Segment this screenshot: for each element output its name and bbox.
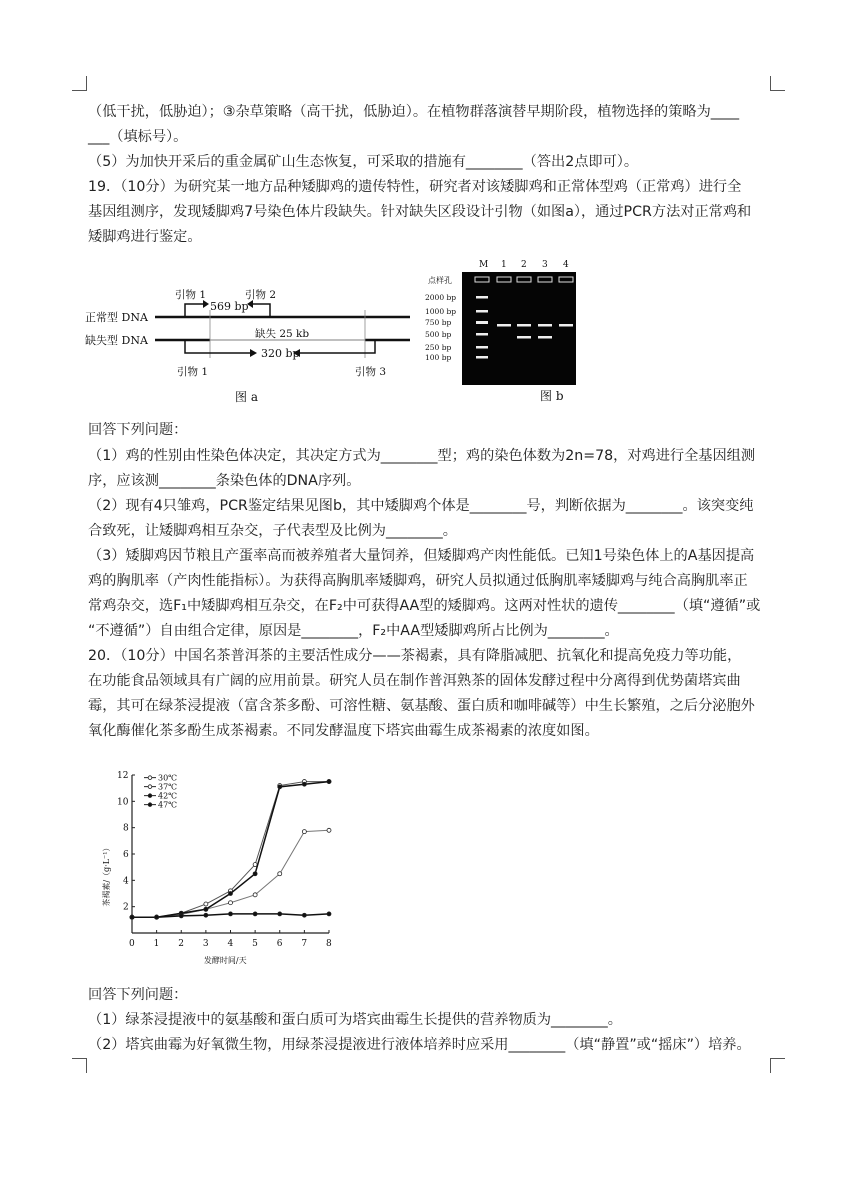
x-axis-label: 发酵时间/天 [203,956,247,965]
text-line: 在功能食品领域具有广阔的应用前景。研究人员在制作普洱熟茶的固体发酵过程中分离得到优势菌塔宾曲 [88,673,741,689]
x-tick-label: 5 [252,939,258,949]
size-320-label: 320 bp [261,347,300,360]
data-point [179,914,183,918]
deleted-dna-label: 缺失型 DNA [85,334,148,347]
legend-marker [148,776,152,780]
data-point [155,915,159,919]
y-tick-label: 12 [117,771,129,781]
data-point [204,907,208,911]
lane-label: M [479,260,489,270]
primer3-label: 引物 3 [355,366,387,378]
data-point [278,872,282,876]
size-569-label: 569 bp [210,300,249,313]
text-line: 回答下列问题： [88,422,188,438]
text-line: 鸡的胸肌率（产肉性能指标）。为获得高胸肌率矮脚鸡，研究人员拟通过低胸肌率矮脚鸡与纯合高胸肌率正 [88,573,748,589]
normal-dna-label: 正常型 DNA [85,311,148,324]
data-point [229,901,233,905]
x-tick-label: 3 [202,939,209,949]
text-line: 20．（10分）中国名茶普洱茶的主要活性成分——茶褐素，具有降脂减肥、抗氧化和提高免疫力等功能， [88,648,742,664]
data-point [253,863,257,867]
well-label: 点样孔 [428,276,452,285]
text-line: （低干扰，低胁迫）；③杂草策略（高干扰，低胁迫）。在植物群落演替早期阶段，植物选择的策略为____ [88,104,740,120]
legend-marker [148,803,152,807]
data-point [302,782,306,786]
x-tick-label: 1 [153,939,160,949]
text-line: （2）现有4只雏鸡，PCR鉴定结果见图b，其中矮脚鸡个体是________号，判断依据为________。该突变纯 [88,498,754,514]
text-line: “不遵循”）自由组合定律，原因是________，F₂中AA型矮脚鸡所占比例为________。 [88,623,619,639]
primer2-label: 引物 2 [245,289,277,301]
data-point [278,785,282,789]
legend-label: 37℃ [158,782,178,792]
x-tick-label: 6 [276,939,283,949]
y-tick-label: 6 [123,850,129,860]
text-line: 矮脚鸡进行鉴定。 [88,229,202,245]
lane-label: 2 [521,260,527,270]
marker-size-label: 250 bp [425,343,452,352]
text-line: 氧化酶催化茶多酚生成茶褐素。不同发酵温度下塔宾曲霉生成茶褐素的浓度如图。 [88,723,599,739]
x-tick-label: 4 [227,939,234,949]
data-point [253,893,257,897]
marker-size-label: 750 bp [425,318,452,327]
text-line: （5）为加快开采后的重金属矿山生态恢复，可采取的措施有________（答出2点即可）。 [88,154,639,170]
data-point [278,912,282,916]
legend-label: 47℃ [158,800,178,810]
text-line: ___（填标号）。 [88,129,188,145]
deletion-label: 缺失 25 kb [255,328,310,340]
data-point [130,915,134,919]
text-line: （2）塔宾曲霉为好氧微生物，用绿茶浸提液进行液体培养时应采用________（填“静置”或“摇床”）培养。 [88,1037,751,1053]
text-line: （1）绿茶浸提液中的氨基酸和蛋白质可为塔宾曲霉生长提供的营养物质为________。 [88,1012,622,1028]
data-point [229,912,233,916]
text-line: 序，应该测________条染色体的DNA序列。 [88,473,361,489]
legend-label: 30℃ [158,773,178,783]
text-line: （1）鸡的性别由性染色体决定，其决定方式为________型；鸡的染色体数为2n=78，对鸡进行全基因组测 [88,448,756,464]
text-line: 常鸡杂交，选F₁中矮脚鸡相互杂交，在F₂中可获得AA型的矮脚鸡。这两对性状的遗传________（填“遵循”或 [88,598,761,614]
y-tick-label: 8 [123,823,129,834]
primer1-bottom-label: 引物 1 [177,366,209,378]
figure-b-caption: 图 b [540,389,564,403]
data-point [204,913,208,917]
marker-size-label: 2000 bp [425,293,457,302]
y-tick-label: 2 [123,902,129,913]
data-point [302,830,306,834]
primer1-top-label: 引物 1 [175,289,207,301]
data-point [204,902,208,906]
data-point [253,912,257,916]
data-point [253,872,257,876]
x-tick-label: 8 [326,939,332,949]
text-line: 19．（10分）为研究某一地方品种矮脚鸡的遗传特性，研究者对该矮脚鸡和正常体型鸡（正常鸡）进行全 [88,179,742,195]
data-point [302,913,306,917]
x-tick-label: 0 [129,939,135,949]
text-line: 回答下列问题： [88,987,188,1003]
marker-size-label: 100 bp [425,353,452,362]
data-point [327,780,331,784]
y-tick-label: 4 [123,876,129,887]
lane-label: 3 [542,260,548,270]
marker-size-label: 1000 bp [425,307,457,316]
figure-a-caption: 图 a [235,390,258,404]
text-line: （3）矮脚鸡因节粮且产蛋率高而被养殖者大量饲养，但矮脚鸡产肉性能低。已知1号染色体上的A基因提高 [88,548,755,564]
text-line: 基因组测序，发现矮脚鸡7号染色体片段缺失。针对缺失区段设计引物（如图a），通过PCR方法对正常鸡和 [88,204,752,220]
text-line: 合致死，让矮脚鸡相互杂交，子代表型及比例为________。 [88,523,457,539]
x-tick-label: 7 [301,939,308,949]
legend-marker [148,785,152,789]
lane-label: 1 [501,260,507,270]
legend-label: 42℃ [158,791,178,801]
lane-label: 4 [563,260,569,270]
text-line: 霉，其可在绿茶浸提液（富含茶多酚、可溶性糖、氨基酸、蛋白质和咖啡碱等）中生长繁殖，之后分泌胞外 [88,698,755,714]
marker-size-label: 500 bp [425,330,452,339]
y-tick-label: 10 [117,797,129,808]
y-axis-label: 茶褐素/（g·L⁻¹） [102,843,111,907]
data-point [229,892,233,896]
data-point [327,828,331,832]
x-tick-label: 2 [178,939,184,949]
legend-marker [148,794,152,798]
data-point [327,912,331,916]
